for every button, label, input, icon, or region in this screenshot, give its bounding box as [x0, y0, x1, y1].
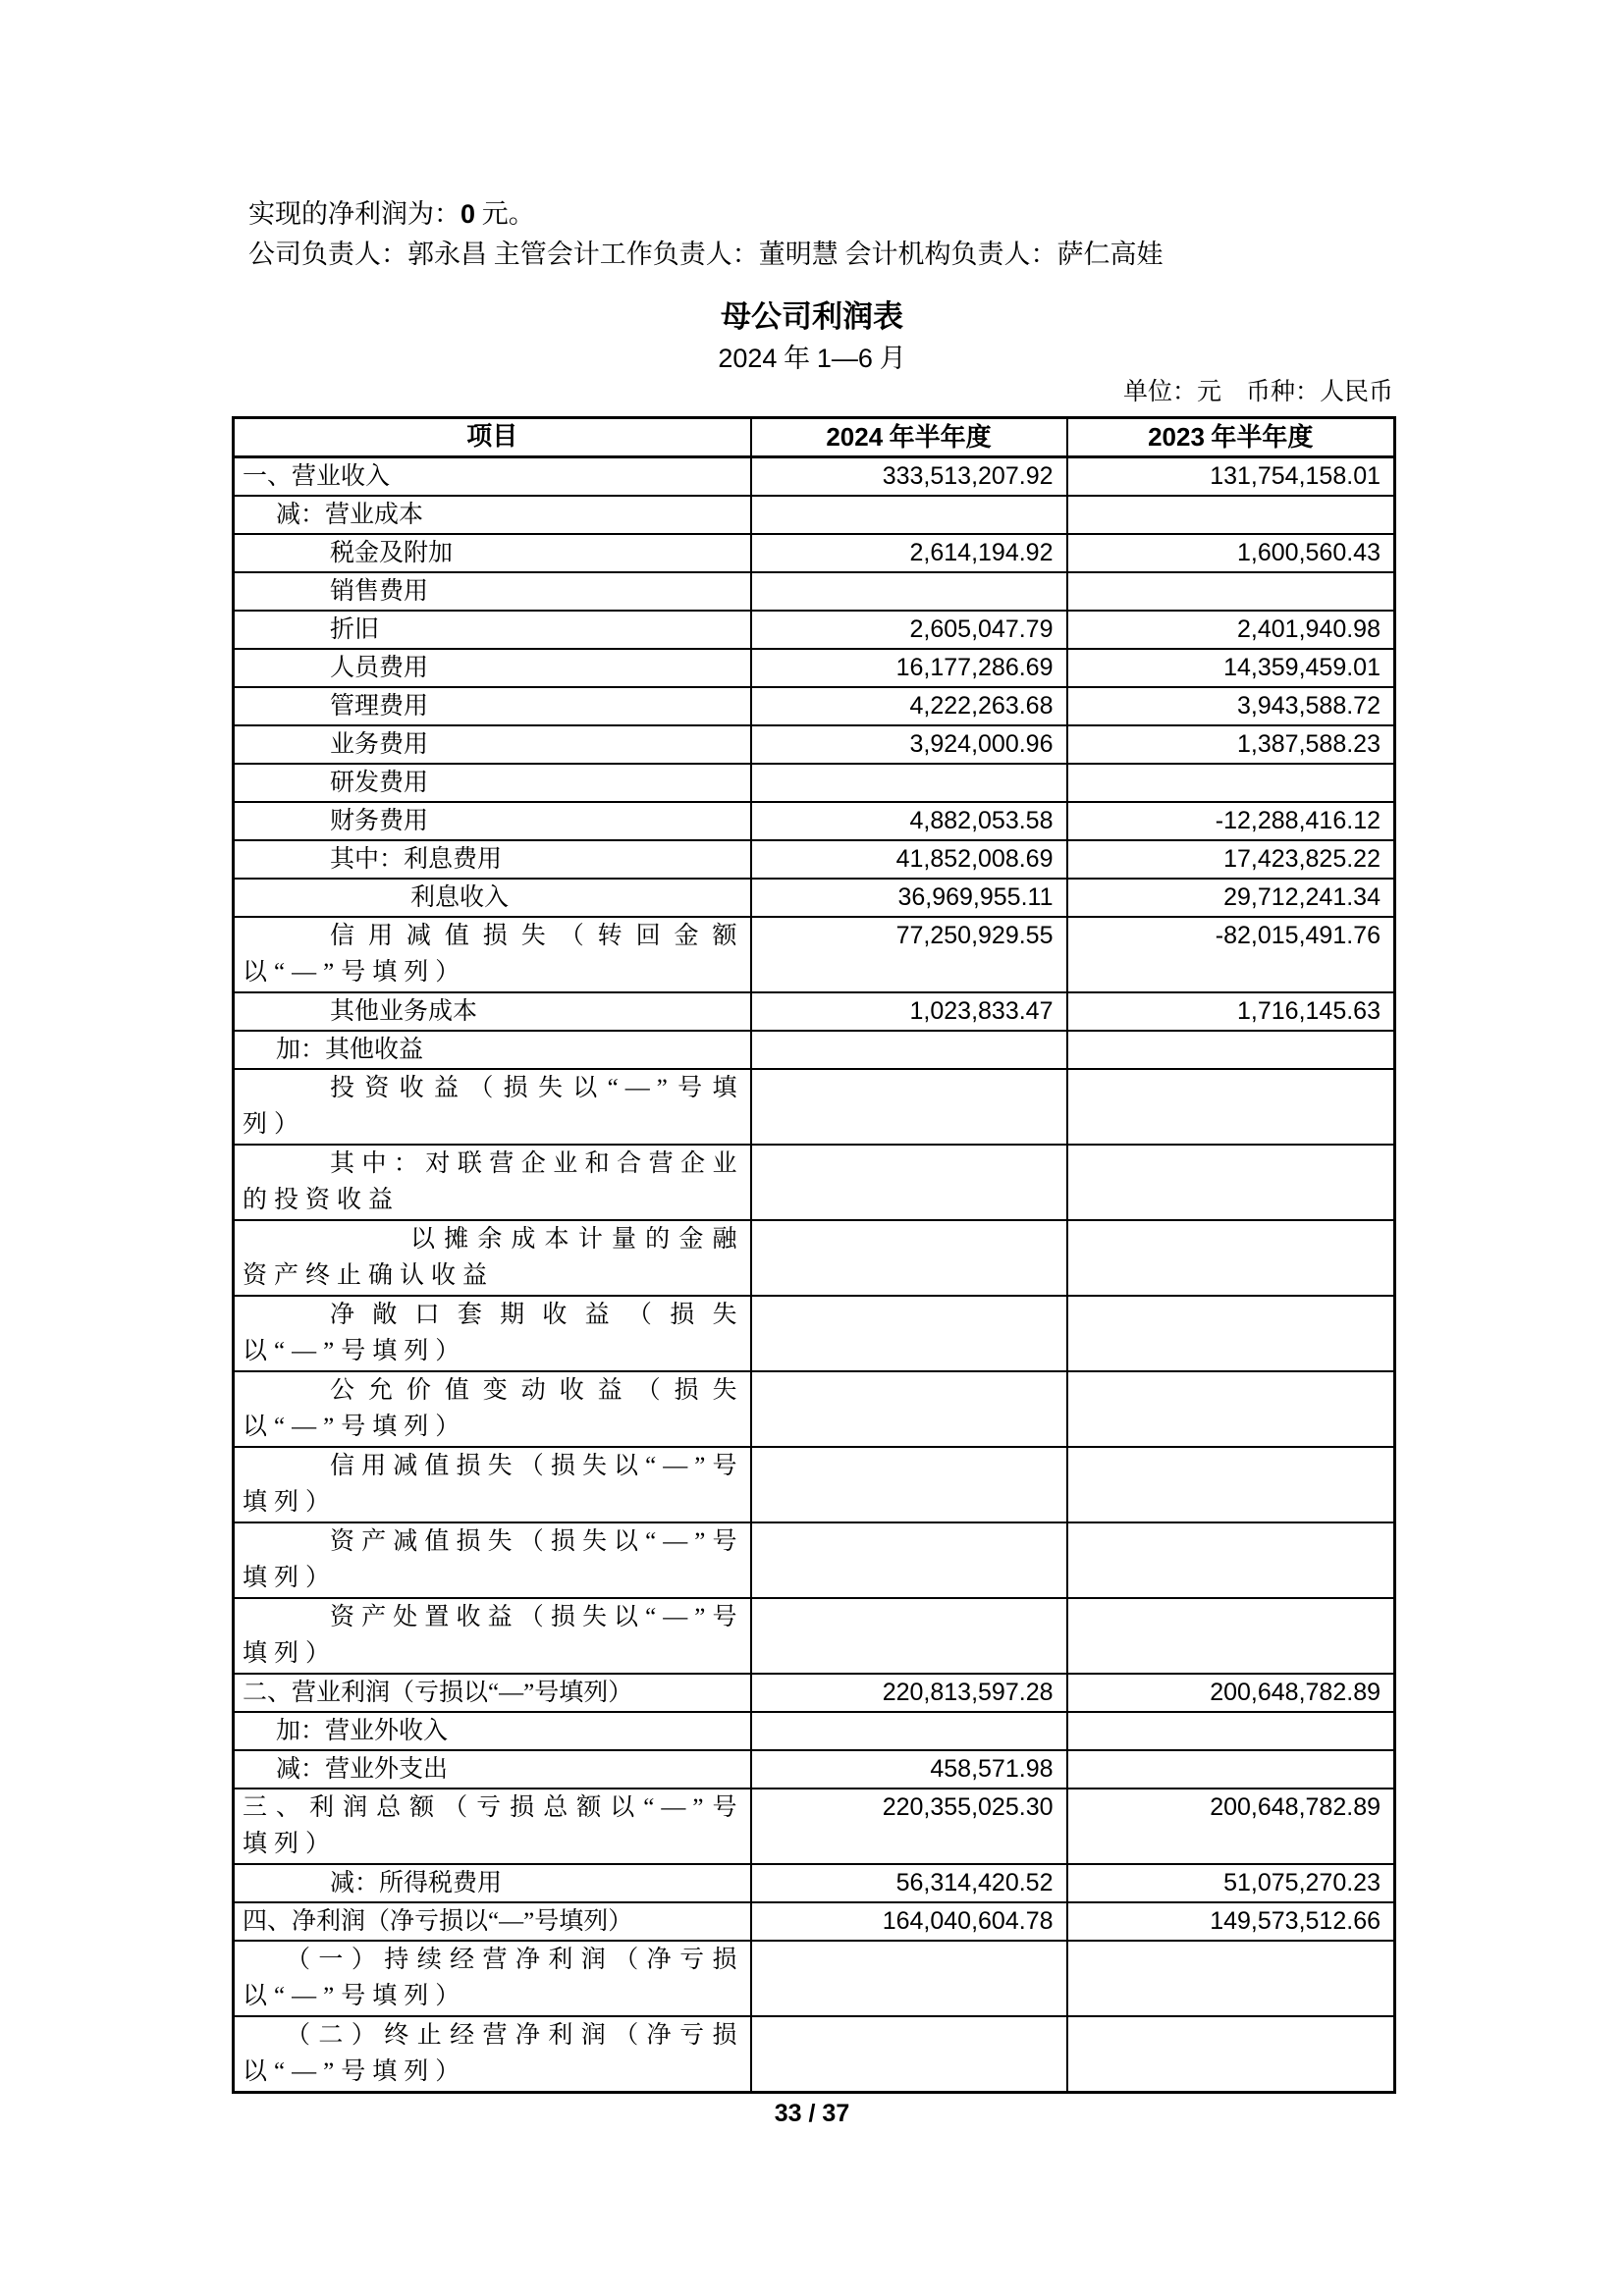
period-year-label: 年	[777, 344, 817, 373]
value-cell-2024: 3,924,000.96	[751, 725, 1067, 764]
value-cell-2023	[1067, 764, 1395, 802]
period-year: 2024	[718, 344, 778, 373]
item-label-cell: 投资收益（损失以“—”号填列）	[234, 1069, 751, 1145]
value-cell-2023: -12,288,416.12	[1067, 802, 1395, 840]
table-row	[234, 1941, 1395, 2016]
value-cell-2023	[1067, 1069, 1395, 1145]
value-cell-2023: -82,015,491.76	[1067, 917, 1395, 992]
header-item	[234, 418, 751, 457]
item-label-cell: 销售费用	[234, 572, 751, 611]
item-label-cell: 一、营业收入	[234, 457, 751, 497]
item-label-cell: 其中：对联营企业和合营企业的投资收益	[234, 1145, 751, 1220]
note-number: 0	[460, 199, 476, 229]
table-row	[234, 1069, 1395, 1145]
item-label-cell: 资产减值损失（损失以“—”号填列）	[234, 1522, 751, 1598]
item-label-cell: 减：营业外支出	[234, 1750, 751, 1789]
table-row	[234, 1220, 1395, 1296]
item-label-cell: 其他业务成本	[234, 992, 751, 1031]
value-cell-2024: 164,040,604.78	[751, 1902, 1067, 1941]
value-cell-2024: 220,355,025.30	[751, 1789, 1067, 1864]
value-cell-2023	[1067, 1522, 1395, 1598]
item-label-cell: 研发费用	[234, 764, 751, 802]
header-2023-suffix: 年半年度	[1204, 423, 1314, 452]
table-row	[234, 840, 1395, 879]
value-cell-2023	[1067, 1941, 1395, 2016]
item-label-cell: 减：营业成本	[234, 496, 751, 534]
table-row	[234, 496, 1395, 534]
value-cell-2023: 1,600,560.43	[1067, 534, 1395, 572]
table-row	[234, 1447, 1395, 1522]
value-cell-2024	[751, 1522, 1067, 1598]
value-cell-2024: 2,605,047.79	[751, 611, 1067, 649]
value-cell-2024	[751, 1712, 1067, 1750]
value-cell-2024	[751, 1220, 1067, 1296]
value-cell-2024	[751, 1296, 1067, 1371]
item-label-cell: 折旧	[234, 611, 751, 649]
value-cell-2023: 200,648,782.89	[1067, 1674, 1395, 1712]
page-number: 33 / 37	[774, 2100, 850, 2127]
value-cell-2024	[751, 1941, 1067, 2016]
header-item-label: 项目	[466, 422, 518, 451]
value-cell-2023	[1067, 496, 1395, 534]
value-cell-2023: 131,754,158.01	[1067, 457, 1395, 497]
period-month-range: 1—6	[816, 344, 873, 373]
income-statement-table-wrap	[232, 416, 1396, 2094]
value-cell-2023: 2,401,940.98	[1067, 611, 1395, 649]
item-label-cell: 以摊余成本计量的金融资产终止确认收益	[234, 1220, 751, 1296]
value-cell-2024: 16,177,286.69	[751, 649, 1067, 687]
value-cell-2024: 41,852,008.69	[751, 840, 1067, 879]
value-cell-2023: 17,423,825.22	[1067, 840, 1395, 879]
value-cell-2023	[1067, 1371, 1395, 1447]
table-row	[234, 1674, 1395, 1712]
item-label-cell: 四、净利润（净亏损以“—”号填列）	[234, 1902, 751, 1941]
table-row	[234, 1371, 1395, 1447]
value-cell-2024	[751, 1598, 1067, 1674]
item-label-cell: 减：所得税费用	[234, 1864, 751, 1902]
net-profit-note-line	[248, 197, 535, 231]
table-row	[234, 611, 1395, 649]
table-row	[234, 1712, 1395, 1750]
value-cell-2023: 1,716,145.63	[1067, 992, 1395, 1031]
value-cell-2024	[751, 764, 1067, 802]
period-month-label: 月	[872, 344, 906, 373]
table-row	[234, 1750, 1395, 1789]
item-label-cell: 三、利润总额（亏损总额以“—”号填列）	[234, 1789, 751, 1864]
table-row	[234, 1031, 1395, 1069]
item-label-cell: 人员费用	[234, 649, 751, 687]
item-label-cell: 加：营业外收入	[234, 1712, 751, 1750]
item-label-cell: 业务费用	[234, 725, 751, 764]
value-cell-2023	[1067, 1145, 1395, 1220]
responsible-persons-line: 公司负责人：郭永昌 主管会计工作负责人：董明慧 会计机构负责人：萨仁高娃	[248, 240, 1164, 269]
value-cell-2024: 220,813,597.28	[751, 1674, 1067, 1712]
table-row	[234, 1789, 1395, 1864]
value-cell-2023	[1067, 1220, 1395, 1296]
value-cell-2023: 149,573,512.66	[1067, 1902, 1395, 1941]
table-row	[234, 572, 1395, 611]
item-label-cell: 加：其他收益	[234, 1031, 751, 1069]
value-cell-2024: 77,250,929.55	[751, 917, 1067, 992]
table-row	[234, 1902, 1395, 1941]
value-cell-2023	[1067, 572, 1395, 611]
header-2023-number: 2023	[1148, 422, 1205, 452]
header-2023-half-year	[1067, 418, 1395, 457]
value-cell-2024: 2,614,194.92	[751, 534, 1067, 572]
value-cell-2024: 4,882,053.58	[751, 802, 1067, 840]
value-cell-2023	[1067, 1447, 1395, 1522]
value-cell-2023: 200,648,782.89	[1067, 1789, 1395, 1864]
table-header-row	[234, 418, 1395, 457]
value-cell-2024	[751, 572, 1067, 611]
table-row	[234, 725, 1395, 764]
value-cell-2023: 51,075,270.23	[1067, 1864, 1395, 1902]
value-cell-2024	[751, 2016, 1067, 2093]
item-label-cell: 净敞口套期收益（损失以“—”号填列）	[234, 1296, 751, 1371]
header-2024-number: 2024	[826, 422, 884, 452]
table-row	[234, 1296, 1395, 1371]
item-label-cell: 财务费用	[234, 802, 751, 840]
value-cell-2023	[1067, 1750, 1395, 1789]
value-cell-2024	[751, 1145, 1067, 1220]
statement-title: 母公司利润表	[721, 299, 903, 334]
value-cell-2024	[751, 1447, 1067, 1522]
table-row	[234, 879, 1395, 917]
value-cell-2023: 3,943,588.72	[1067, 687, 1395, 725]
item-label-cell: 税金及附加	[234, 534, 751, 572]
value-cell-2024: 4,222,263.68	[751, 687, 1067, 725]
table-row	[234, 917, 1395, 992]
value-cell-2024: 36,969,955.11	[751, 879, 1067, 917]
table-row	[234, 1598, 1395, 1674]
header-2024-suffix: 年半年度	[883, 423, 992, 452]
item-label-cell: 信用减值损失（转回金额以“—”号填列）	[234, 917, 751, 992]
table-row	[234, 992, 1395, 1031]
value-cell-2023	[1067, 1712, 1395, 1750]
table-row	[234, 1522, 1395, 1598]
value-cell-2024	[751, 1371, 1067, 1447]
statement-period	[0, 343, 1624, 374]
value-cell-2024	[751, 496, 1067, 534]
note-text: 实现的净利润为：	[248, 199, 460, 229]
table-row	[234, 457, 1395, 497]
item-label-cell: （二）终止经营净利润（净亏损以“—”号填列）	[234, 2016, 751, 2093]
item-label-cell: 利息收入	[234, 879, 751, 917]
value-cell-2023: 29,712,241.34	[1067, 879, 1395, 917]
item-label-cell: 其中：利息费用	[234, 840, 751, 879]
item-label-cell: 二、营业利润（亏损以“—”号填列）	[234, 1674, 751, 1712]
item-label-cell: 资产处置收益（损失以“—”号填列）	[234, 1598, 751, 1674]
table-row	[234, 1145, 1395, 1220]
table-row	[234, 1864, 1395, 1902]
value-cell-2024: 1,023,833.47	[751, 992, 1067, 1031]
table-row	[234, 687, 1395, 725]
income-statement-table	[232, 416, 1396, 2094]
value-cell-2024: 458,571.98	[751, 1750, 1067, 1789]
note-unit: 元。	[475, 199, 535, 229]
header-2024-half-year	[751, 418, 1067, 457]
table-row	[234, 2016, 1395, 2093]
item-label-cell: 信用减值损失（损失以“—”号填列）	[234, 1447, 751, 1522]
value-cell-2024	[751, 1031, 1067, 1069]
value-cell-2024	[751, 1069, 1067, 1145]
item-label-cell: 公允价值变动收益（损失以“—”号填列）	[234, 1371, 751, 1447]
value-cell-2023: 14,359,459.01	[1067, 649, 1395, 687]
value-cell-2023	[1067, 1296, 1395, 1371]
value-cell-2024: 56,314,420.52	[751, 1864, 1067, 1902]
value-cell-2023	[1067, 1031, 1395, 1069]
table-row	[234, 802, 1395, 840]
table-row	[234, 534, 1395, 572]
item-label-cell: （一）持续经营净利润（净亏损以“—”号填列）	[234, 1941, 751, 2016]
value-cell-2024: 333,513,207.92	[751, 457, 1067, 497]
item-label-cell: 管理费用	[234, 687, 751, 725]
unit-currency-line: 单位：元 币种：人民币	[1122, 379, 1393, 405]
table-row	[234, 649, 1395, 687]
value-cell-2023	[1067, 2016, 1395, 2093]
table-row	[234, 764, 1395, 802]
value-cell-2023: 1,387,588.23	[1067, 725, 1395, 764]
value-cell-2023	[1067, 1598, 1395, 1674]
